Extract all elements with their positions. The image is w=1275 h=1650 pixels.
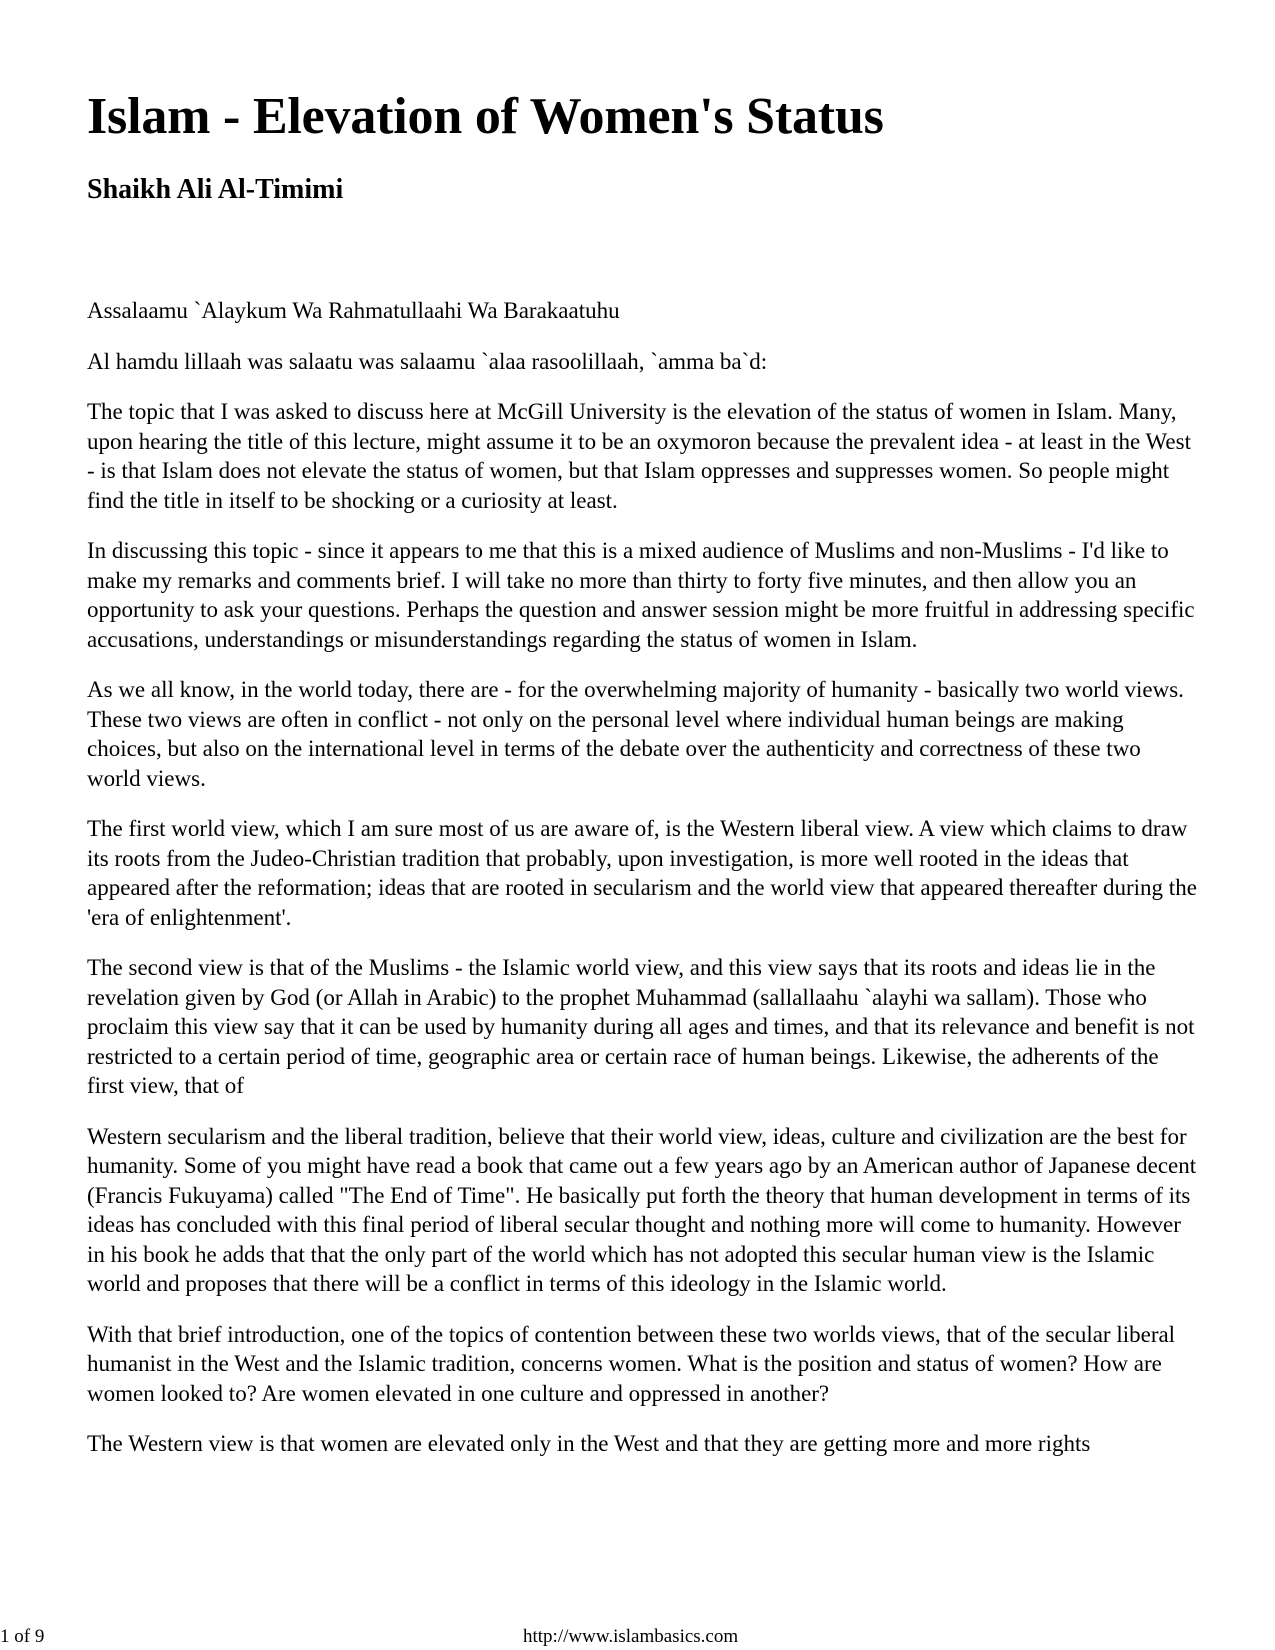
paragraph-western-view: The first world view, which I am sure most of us are aware of, is the Western liberal view. A view which claims to draw its roots from the Judeo-Christian tradition that probably, upon investigation, is more well rooted in the ideas that appeared after the reformation; ideas that are rooted in secularism and the world view that appeared thereafter during the 'era of enlightenment'. — [87, 816, 1197, 930]
paragraph-format: In discussing this topic - since it appears to me that this is a mixed audience of Muslims and non-Muslims - I'd like to make my remarks and comments brief. I will take no more than thirty to forty five minutes, and then allow you an opportunity to ask your questions. Perhaps the question and answer session might be more fruitful in addressing specific accusations, understandings or misunderstandings regarding the status of women in Islam. — [87, 538, 1195, 652]
document-body — [87, 296, 1197, 1459]
paragraph-islamic-view: The second view is that of the Muslims - the Islamic world view, and this view says that its roots and ideas lie in the revelation given by God (or Allah in Arabic) to the prophet Muhammad (sallallaahu `alayhi wa sallam). Those who proclaim this view say that it can be used by humanity during all ages and times, and that its relevance and benefit is not restricted to a certain period of time, geographic area or certain race of human beings. Likewise, the adherents of the first view, that of — [87, 955, 1195, 1098]
paragraph-secularism: Western secularism and the liberal tradition, believe that their world view, ideas, culture and civilization are the best for humanity. Some of you might have read a book that came out a few years ago by an American author of Japanese decent (Francis Fukuyama) called "The End of Time". He basically put forth the theory that human development in terms of its ideas has concluded with this final period of liberal secular thought and nothing more will come to humanity. However in his book he adds that that the only part of the world which has not adopted this secular human view is the Islamic world and proposes that there will be a conflict in terms of this ideology in the Islamic world. — [87, 1123, 1197, 1296]
paragraph-praise: Al hamdu lillaah was salaatu was salaamu `alaa rasoolillaah, `amma ba`d: — [87, 348, 768, 374]
page-number: 1 of 9 — [0, 1626, 45, 1647]
document-page — [87, 82, 1197, 1480]
author-name: Shaikh Ali Al-Timimi — [87, 174, 344, 205]
footer-url: http://www.islambasics.com — [523, 1626, 739, 1647]
document-title: Islam - Elevation of Women's Status — [87, 88, 884, 145]
paragraph-world-views: As we all know, in the world today, there are - for the overwhelming majority of humanity - basically two world views. These two views are often in conflict - not only on the personal level where individual human beings are making choices, but also on the international level in terms of the debate over the authenticity and correctness of these two world views. — [87, 677, 1184, 791]
paragraph-greeting: Assalaamu `Alaykum Wa Rahmatullaahi Wa Barakaatuhu — [87, 298, 620, 323]
paragraph-western-claim: The Western view is that women are elevated only in the West and that they are getting more and more rights — [87, 1431, 1091, 1456]
page-footer — [0, 1623, 1275, 1650]
paragraph-contention: With that brief introduction, one of the topics of contention between these two worlds views, that of the secular liberal humanist in the West and the Islamic tradition, concerns women. What is the position and status of women? How are women looked to? Are women elevated in one culture and oppressed in another? — [87, 1321, 1176, 1406]
paragraph-topic: The topic that I was asked to discuss here at McGill University is the elevation of the status of women in Islam. Many, upon hearing the title of this lecture, might assume it to be an oxymoron because the prevalent idea - at least in the West - is that Islam does not elevate the status of women, but that Islam oppresses and suppresses women. So people might find the title in itself to be shocking or a curiosity at least. — [87, 399, 1191, 513]
